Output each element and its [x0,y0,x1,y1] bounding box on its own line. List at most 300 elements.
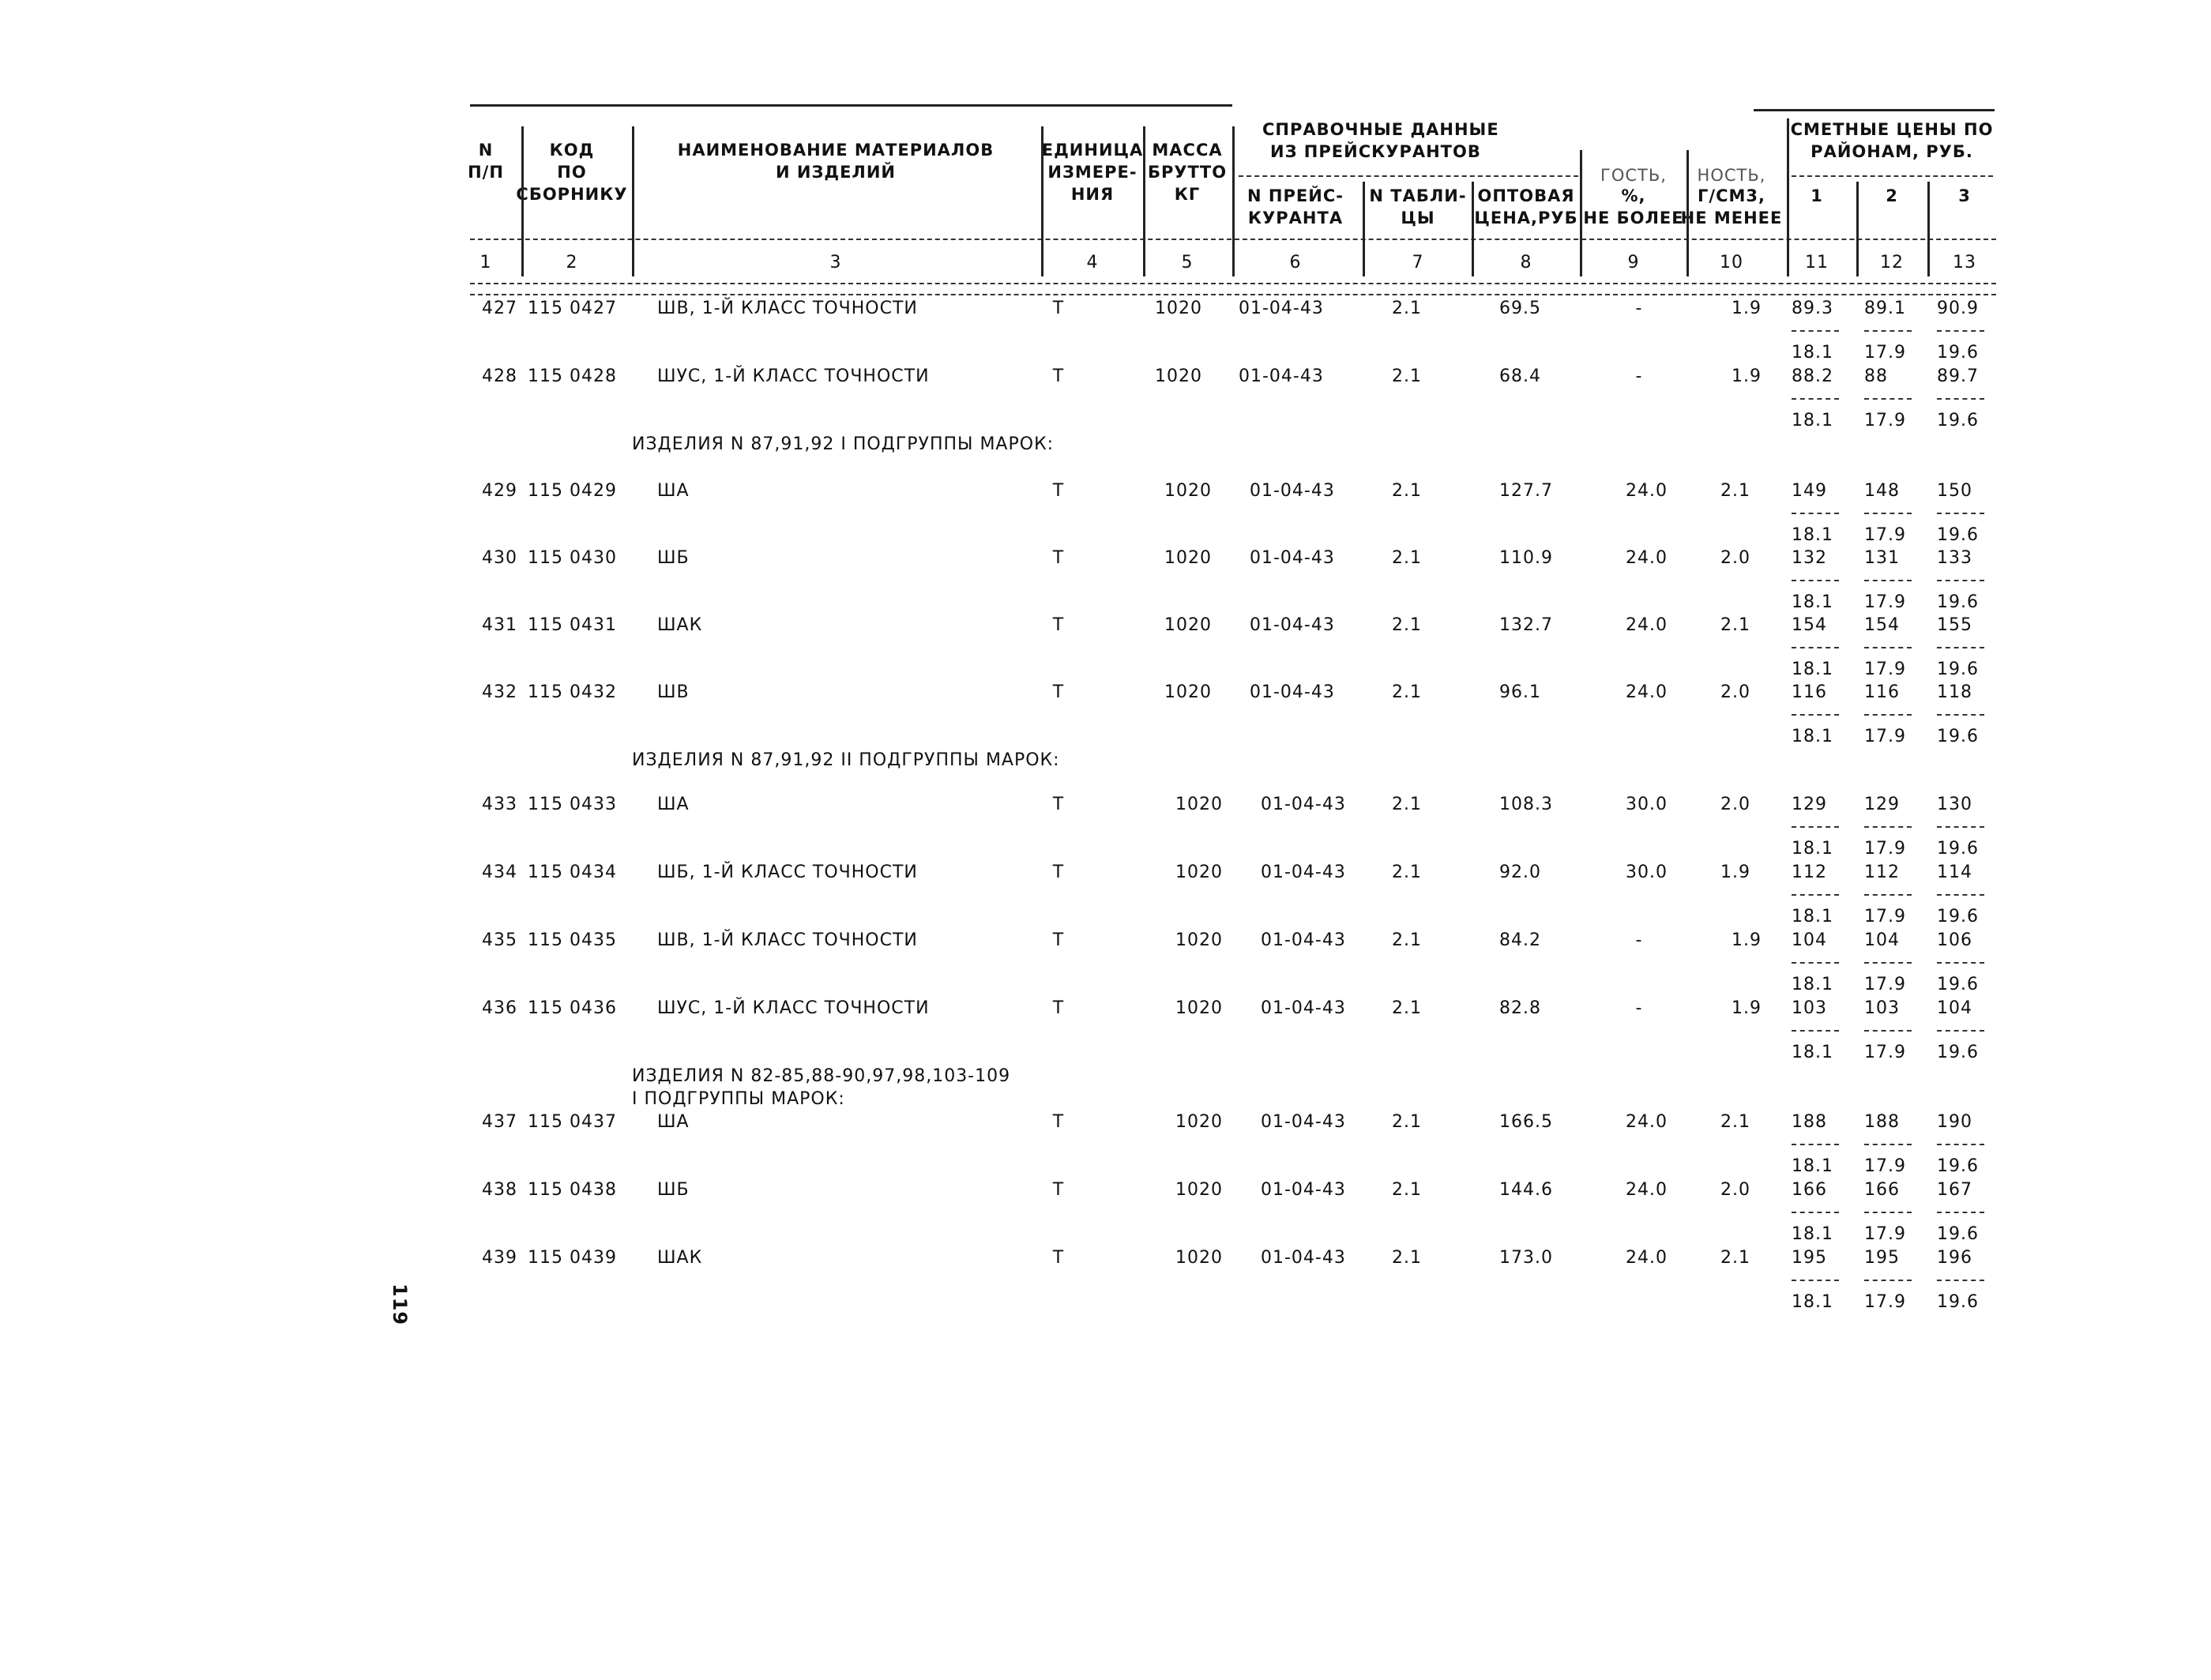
row-k1: 18.1 [1792,1224,1833,1244]
row-por: - [1635,930,1643,950]
row-price: 96.1 [1499,682,1541,702]
row-n: 434 [482,863,517,882]
row-pk: 01-04-43 [1239,299,1324,318]
row-tab: 2.1 [1392,481,1422,501]
row-k2: 17.9 [1864,839,1906,859]
page-number: 119 [389,1283,411,1326]
fraction-rule [1937,1030,1984,1032]
row-pk: 01-04-43 [1261,1248,1346,1268]
row-n: 427 [482,299,517,318]
row-k3: 19.6 [1937,1292,1979,1312]
row-price: 108.3 [1499,795,1553,814]
row-p1: 129 [1792,795,1827,814]
fraction-rule [1864,1144,1912,1145]
row-price: 173.0 [1499,1248,1553,1268]
fraction-rule [1792,513,1839,514]
row-p1: 103 [1792,998,1827,1018]
fraction-rule [1864,1280,1912,1281]
row-kod: 115 0430 [528,548,617,568]
row-por: 30.0 [1626,795,1668,814]
colnum-3: 3 [829,253,842,272]
row-price: 144.6 [1499,1180,1553,1200]
row-price: 166.5 [1499,1112,1553,1132]
row-p2: 166 [1864,1180,1900,1200]
row-k2: 17.9 [1864,660,1906,679]
row-n: 439 [482,1248,517,1268]
row-mass: 1020 [1175,795,1223,814]
fraction-rule [1792,647,1839,648]
colnum-6: 6 [1289,253,1302,272]
row-price: 110.9 [1499,548,1553,568]
hdr-tab-1: N ТАБЛИ- [1369,186,1467,205]
row-por: 24.0 [1626,1180,1668,1200]
row-por: - [1635,366,1643,386]
hdr-por-2: %, [1621,186,1646,205]
group-heading: ИЗДЕЛИЯ N 82-85,88-90,97,98,103-109 [632,1066,1011,1086]
fraction-rule [1864,330,1912,332]
row-k3: 19.6 [1937,660,1979,679]
hdr-vrule [632,126,634,276]
row-tab: 2.1 [1392,998,1422,1018]
row-pk: 01-04-43 [1250,615,1335,635]
row-p2: 154 [1864,615,1900,635]
row-k2: 17.9 [1864,1292,1906,1312]
row-por: - [1635,299,1643,318]
row-por: 24.0 [1626,1248,1668,1268]
row-dens: 2.0 [1720,795,1750,814]
fraction-rule [1937,398,1984,400]
row-pk: 01-04-43 [1261,863,1346,882]
row-por: 24.0 [1626,1112,1668,1132]
row-kod: 115 0427 [528,299,617,318]
hdr-vrule [1363,182,1365,276]
hdr-n: N [478,141,494,160]
row-unit: Т [1052,1248,1065,1268]
row-dens: 1.9 [1732,299,1762,318]
row-p2: 116 [1864,682,1900,702]
row-mass: 1020 [1175,930,1223,950]
colnum-12: 12 [1880,253,1904,272]
row-dens: 2.1 [1720,1112,1750,1132]
hdr-unit-3: НИЯ [1070,185,1115,204]
row-k2: 17.9 [1864,411,1906,430]
hdr-region-1: 1 [1811,186,1823,205]
row-k2: 17.9 [1864,592,1906,612]
row-k2: 17.9 [1864,907,1906,926]
row-k3: 19.6 [1937,907,1979,926]
colnum-bottom-rule [470,283,1996,284]
row-p1: 149 [1792,481,1827,501]
row-p2: 112 [1864,863,1900,882]
row-k1: 18.1 [1792,1292,1833,1312]
fraction-rule [1937,1212,1984,1213]
row-p3: 190 [1937,1112,1972,1132]
hdr-mass-1: МАССА [1152,141,1223,160]
hdr-vrule [1787,118,1789,276]
row-k1: 18.1 [1792,1043,1833,1062]
fraction-rule [1864,647,1912,648]
hdr-kod-1: КОД [549,141,595,160]
hdr-ref-rule [1239,175,1578,177]
hdr-pk-1: N ПРЕЙС- [1247,186,1344,205]
row-tab: 2.1 [1392,1112,1422,1132]
row-k1: 18.1 [1792,975,1833,994]
row-n: 432 [482,682,517,702]
colnum-10: 10 [1720,253,1743,272]
fraction-rule [1864,513,1912,514]
row-k1: 18.1 [1792,411,1833,430]
row-k3: 19.6 [1937,1224,1979,1244]
row-k3: 19.6 [1937,839,1979,859]
hdr-est-1: СМЕТНЫЕ ЦЕНЫ ПО [1790,120,1994,139]
row-k3: 19.6 [1937,525,1979,545]
row-tab: 2.1 [1392,366,1422,386]
fraction-rule [1792,330,1839,332]
row-name: ШВ, 1-Й КЛАСС ТОЧНОСТИ [657,930,918,950]
row-dens: 2.0 [1720,1180,1750,1200]
row-p1: 154 [1792,615,1827,635]
row-tab: 2.1 [1392,615,1422,635]
row-k2: 17.9 [1864,525,1906,545]
row-unit: Т [1052,863,1065,882]
hdr-unit-1: ЕДИНИЦА [1041,141,1144,160]
row-kod: 115 0436 [528,998,617,1018]
fraction-rule [1864,398,1912,400]
row-p3: 133 [1937,548,1972,568]
hdr-ref-1: СПРАВОЧНЫЕ ДАННЫЕ [1262,120,1499,139]
fraction-rule [1864,826,1912,828]
colnum-13: 13 [1953,253,1976,272]
fraction-rule [1792,894,1839,896]
row-mass: 1020 [1155,366,1202,386]
row-p3: 150 [1937,481,1972,501]
row-name: ШВ, 1-Й КЛАСС ТОЧНОСТИ [657,299,918,318]
fraction-rule [1864,714,1912,716]
colnum-11: 11 [1805,253,1829,272]
hdr-tab-2: ЦЫ [1401,209,1435,227]
row-unit: Т [1052,548,1065,568]
row-p1: 104 [1792,930,1827,950]
row-por: 24.0 [1626,548,1668,568]
row-kod: 115 0432 [528,682,617,702]
row-dens: 1.9 [1732,366,1762,386]
fraction-rule [1937,714,1984,716]
row-p3: 196 [1937,1248,1972,1268]
row-p3: 114 [1937,863,1972,882]
row-kod: 115 0437 [528,1112,617,1132]
fraction-rule [1937,1144,1984,1145]
fraction-rule [1792,1030,1839,1032]
row-name: ШБ [657,1180,690,1200]
row-kod: 115 0435 [528,930,617,950]
hdr-mass-2: БРУТТО [1147,163,1228,182]
row-p1: 89.3 [1792,299,1833,318]
row-name: ШУС, 1-Й КЛАСС ТОЧНОСТИ [657,366,930,386]
row-n: 436 [482,998,517,1018]
row-p2: 89.1 [1864,299,1906,318]
row-k1: 18.1 [1792,839,1833,859]
fraction-rule [1792,826,1839,828]
fraction-rule [1937,1280,1984,1281]
hdr-est-rule [1792,175,1993,177]
row-p3: 106 [1937,930,1972,950]
row-p3: 90.9 [1937,299,1979,318]
row-por: 24.0 [1626,682,1668,702]
row-n: 438 [482,1180,517,1200]
colnum-7: 7 [1412,253,1424,272]
row-mass: 1020 [1175,1180,1223,1200]
fraction-rule [1792,398,1839,400]
row-k2: 17.9 [1864,1224,1906,1244]
hdr-por-3: НЕ БОЛЕЕ [1583,209,1684,227]
row-mass: 1020 [1164,682,1212,702]
row-mass: 1020 [1175,863,1223,882]
fraction-rule [1792,1144,1839,1145]
row-p1: 116 [1792,682,1827,702]
top-rule-left [470,104,1232,107]
row-tab: 2.1 [1392,930,1422,950]
row-k1: 18.1 [1792,727,1833,746]
hdr-price-1: ОПТОВАЯ [1477,186,1575,205]
fraction-rule [1937,894,1984,896]
hdr-price-2: ЦЕНА,РУБ [1474,209,1578,227]
hdr-vrule [1927,182,1930,276]
fraction-rule [1864,1212,1912,1213]
colnum-4: 4 [1086,253,1099,272]
hdr-vrule [1232,126,1235,276]
row-mass: 1020 [1155,299,1202,318]
row-p2: 129 [1864,795,1900,814]
row-name: ШБ [657,548,690,568]
row-dens: 2.0 [1720,548,1750,568]
row-dens: 2.1 [1720,481,1750,501]
row-n: 429 [482,481,517,501]
colnum-2: 2 [566,253,578,272]
row-pk: 01-04-43 [1261,1180,1346,1200]
row-pk: 01-04-43 [1261,795,1346,814]
row-p3: 104 [1937,998,1972,1018]
row-p2: 131 [1864,548,1900,568]
row-n: 430 [482,548,517,568]
row-p3: 167 [1937,1180,1972,1200]
fraction-rule [1937,580,1984,581]
row-mass: 1020 [1175,1248,1223,1268]
row-unit: Т [1052,682,1065,702]
row-p1: 132 [1792,548,1827,568]
group-heading: ИЗДЕЛИЯ N 87,91,92 II ПОДГРУППЫ МАРОК: [632,750,1060,770]
row-price: 68.4 [1499,366,1541,386]
hdr-vrule [1143,126,1145,276]
row-pk: 01-04-43 [1261,998,1346,1018]
row-k2: 17.9 [1864,343,1906,363]
row-pk: 01-04-43 [1250,548,1335,568]
row-mass: 1020 [1164,548,1212,568]
row-p2: 195 [1864,1248,1900,1268]
fraction-rule [1792,580,1839,581]
fraction-rule [1792,714,1839,716]
row-tab: 2.1 [1392,863,1422,882]
fraction-rule [1937,962,1984,964]
row-unit: Т [1052,998,1065,1018]
hdr-est-2: РАЙОНАМ, РУБ. [1811,142,1973,161]
colnum-9: 9 [1627,253,1640,272]
row-tab: 2.1 [1392,795,1422,814]
row-k3: 19.6 [1937,1043,1979,1062]
row-unit: Т [1052,366,1065,386]
group-heading: ИЗДЕЛИЯ N 87,91,92 I ПОДГРУППЫ МАРОК: [632,434,1055,454]
hdr-name-1: НАИМЕНОВАНИЕ МАТЕРИАЛОВ [677,141,995,160]
fraction-rule [1937,826,1984,828]
row-pk: 01-04-43 [1261,1112,1346,1132]
row-n: 428 [482,366,517,386]
row-n: 437 [482,1112,517,1132]
row-price: 132.7 [1499,615,1553,635]
colnum-1: 1 [479,253,492,272]
hdr-vrule [521,126,524,276]
row-kod: 115 0434 [528,863,617,882]
hdr-vrule [1686,150,1689,276]
fraction-rule [1937,330,1984,332]
hdr-name-2: И ИЗДЕЛИЙ [775,163,897,182]
hdr-pk-2: КУРАНТА [1247,209,1344,227]
row-name: ШВ [657,682,690,702]
colnum-5: 5 [1181,253,1194,272]
row-k1: 18.1 [1792,592,1833,612]
fraction-rule [1937,647,1984,648]
hdr-ref-2: ИЗ ПРЕЙСКУРАНТОВ [1270,142,1481,161]
row-unit: Т [1052,481,1065,501]
colnum-8: 8 [1520,253,1532,272]
row-price: 69.5 [1499,299,1541,318]
row-por: 24.0 [1626,615,1668,635]
row-pk: 01-04-43 [1250,682,1335,702]
row-price: 127.7 [1499,481,1553,501]
row-name: ША [657,795,690,814]
row-name: ШАК [657,1248,703,1268]
hdr-kod-2: ПО [557,163,587,182]
row-p1: 195 [1792,1248,1827,1268]
hdr-vrule [1041,126,1043,276]
row-p2: 103 [1864,998,1900,1018]
row-por: 24.0 [1626,481,1668,501]
row-kod: 115 0428 [528,366,617,386]
hdr-vrule [1856,182,1859,276]
row-n: 431 [482,615,517,635]
row-k1: 18.1 [1792,907,1833,926]
row-unit: Т [1052,930,1065,950]
row-pk: 01-04-43 [1239,366,1324,386]
row-name: ШАК [657,615,703,635]
hdr-vrule [1580,150,1582,276]
row-tab: 2.1 [1392,299,1422,318]
top-rule-right [1754,109,1995,111]
row-price: 92.0 [1499,863,1541,882]
group-heading-sub: I ПОДГРУППЫ МАРОК: [632,1089,845,1109]
row-k1: 18.1 [1792,1156,1833,1176]
row-name: ША [657,1112,690,1132]
row-k3: 19.6 [1937,975,1979,994]
row-mass: 1020 [1164,615,1212,635]
row-dens: 2.1 [1720,1248,1750,1268]
row-p2: 188 [1864,1112,1900,1132]
row-k3: 19.6 [1937,343,1979,363]
row-p3: 118 [1937,682,1972,702]
fraction-rule [1864,894,1912,896]
row-mass: 1020 [1164,481,1212,501]
hdr-pp: П/П [468,163,504,182]
row-por: 30.0 [1626,863,1668,882]
fraction-rule [1864,962,1912,964]
row-unit: Т [1052,299,1065,318]
hdr-dens-1: НОСТЬ, [1697,166,1766,185]
row-name: ШБ, 1-Й КЛАСС ТОЧНОСТИ [657,863,918,882]
row-p3: 89.7 [1937,366,1979,386]
row-n: 433 [482,795,517,814]
row-por: - [1635,998,1643,1018]
row-p1: 188 [1792,1112,1827,1132]
row-p1: 112 [1792,863,1827,882]
row-tab: 2.1 [1392,1180,1422,1200]
fraction-rule [1792,1280,1839,1281]
row-mass: 1020 [1175,1112,1223,1132]
row-k3: 19.6 [1937,592,1979,612]
row-kod: 115 0433 [528,795,617,814]
row-dens: 2.1 [1720,615,1750,635]
row-dens: 2.0 [1720,682,1750,702]
hdr-kod-3: СБОРНИКУ [516,185,628,204]
row-k1: 18.1 [1792,525,1833,545]
row-tab: 2.1 [1392,548,1422,568]
row-k2: 17.9 [1864,727,1906,746]
row-dens: 1.9 [1732,998,1762,1018]
row-k2: 17.9 [1864,1043,1906,1062]
body-top-rule [470,294,1996,295]
row-k3: 19.6 [1937,1156,1979,1176]
row-tab: 2.1 [1392,1248,1422,1268]
row-p2: 104 [1864,930,1900,950]
row-k2: 17.9 [1864,1156,1906,1176]
row-unit: Т [1052,795,1065,814]
fraction-rule [1864,1030,1912,1032]
row-price: 84.2 [1499,930,1541,950]
row-unit: Т [1052,1180,1065,1200]
row-price: 82.8 [1499,998,1541,1018]
row-name: ШУС, 1-Й КЛАСС ТОЧНОСТИ [657,998,930,1018]
row-k3: 19.6 [1937,411,1979,430]
hdr-mass-3: КГ [1174,185,1201,204]
hdr-unit-2: ИЗМЕРЕ- [1047,163,1137,182]
row-p1: 88.2 [1792,366,1833,386]
row-k2: 17.9 [1864,975,1906,994]
row-unit: Т [1052,1112,1065,1132]
row-mass: 1020 [1175,998,1223,1018]
hdr-region-3: 3 [1958,186,1971,205]
row-p3: 155 [1937,615,1972,635]
row-p1: 166 [1792,1180,1827,1200]
row-unit: Т [1052,615,1065,635]
fraction-rule [1792,962,1839,964]
row-kod: 115 0439 [528,1248,617,1268]
fraction-rule [1864,580,1912,581]
row-kod: 115 0429 [528,481,617,501]
row-dens: 1.9 [1720,863,1750,882]
hdr-region-2: 2 [1886,186,1898,205]
row-pk: 01-04-43 [1261,930,1346,950]
hdr-vrule [1472,182,1474,276]
row-kod: 115 0431 [528,615,617,635]
row-k3: 19.6 [1937,727,1979,746]
row-k1: 18.1 [1792,343,1833,363]
